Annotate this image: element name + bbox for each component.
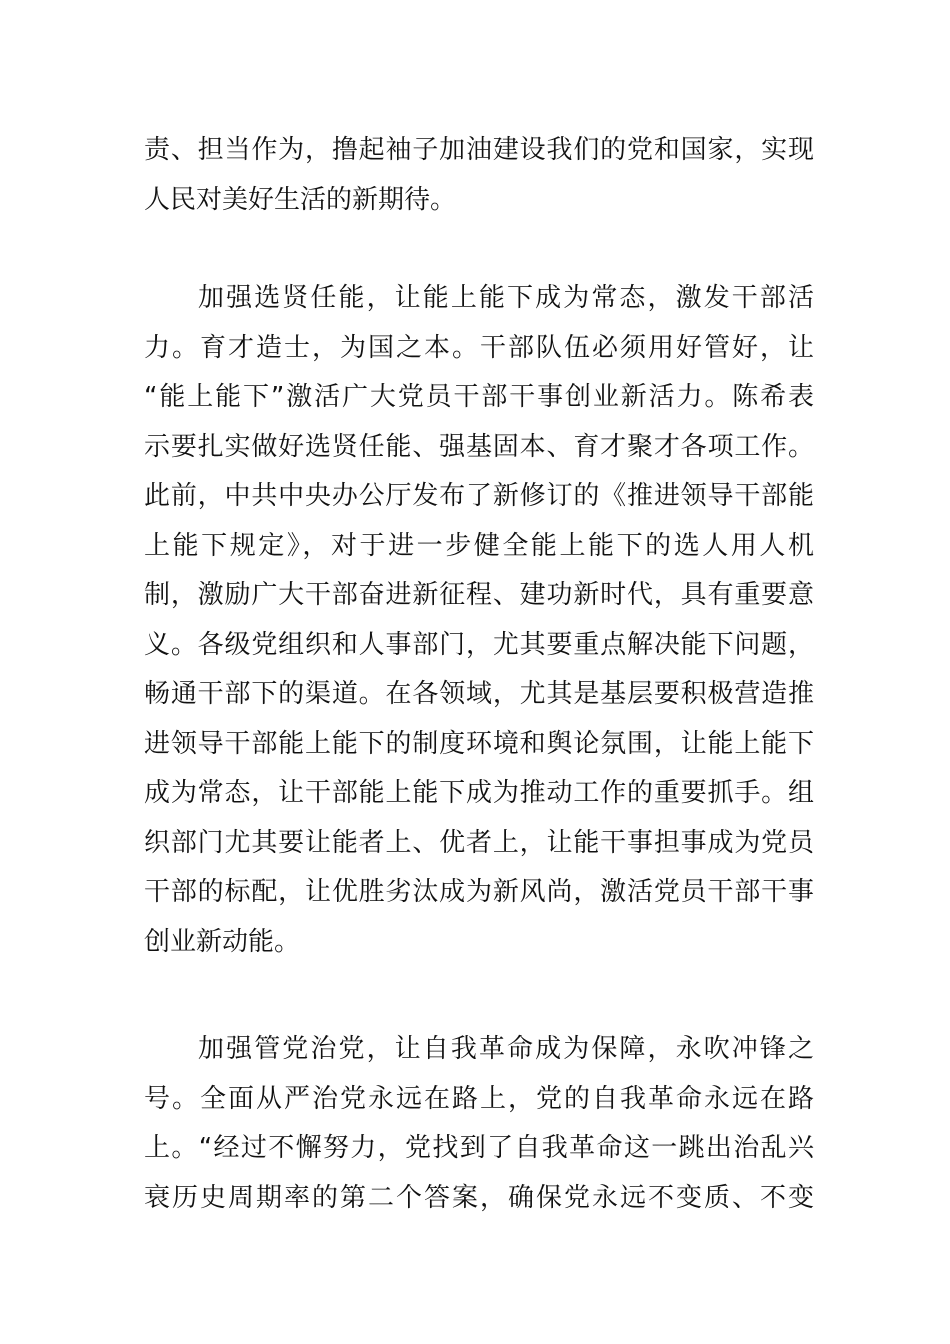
text-line: 人民对美好生活的新期待。 (144, 184, 457, 215)
text-line: 制，激励广大干部奋进新征程、建功新时代，具有重要意 (144, 580, 814, 610)
paragraph-continuation (144, 126, 814, 225)
text-line: 畅通干部下的渠道。在各领域，尤其是基层要积极营造推 (144, 679, 814, 709)
text-line: 此前，中共中央办公厅发布了新修订的《推进领导干部能 (144, 481, 814, 511)
text-line: 上。“经过不懈努力，党找到了自我革命这一跳出治乱兴 (144, 1133, 814, 1163)
text-line: 织部门尤其要让能者上、优者上，让能干事担事成为党员 (144, 827, 814, 858)
text-line: “能上能下”激活广大党员干部干事创业新活力。陈希表 (144, 382, 814, 412)
paragraph-cadre-selection (144, 274, 814, 967)
text-line: 干部的标配，让优胜劣汰成为新风尚，激活党员干部干事 (144, 877, 814, 907)
text-line: 上能下规定》，对于进一步健全能上能下的选人用人机 (144, 530, 814, 561)
text-line: 创业新动能。 (144, 926, 301, 957)
text-line: 进领导干部能上能下的制度环境和舆论氛围，让能上能下 (144, 728, 814, 759)
paragraph-party-governance (144, 1025, 814, 1223)
text-line: 加强管党治党，让自我革命成为保障，永吹冲锋之 (198, 1034, 814, 1064)
text-line: 责、担当作为，撸起袖子加油建设我们的党和国家，实现 (144, 135, 814, 165)
text-line: 号。全面从严治党永远在路上，党的自我革命永远在路 (144, 1083, 814, 1114)
text-line: 衰历史周期率的第二个答案，确保党永远不变质、不变 (144, 1182, 814, 1213)
text-line: 加强选贤任能，让能上能下成为常态，激发干部活 (198, 283, 814, 313)
text-line: 示要扎实做好选贤任能、强基固本、育才聚才各项工作。 (144, 431, 814, 462)
text-line: 成为常态，让干部能上能下成为推动工作的重要抓手。组 (144, 778, 814, 808)
text-line: 义。各级党组织和人事部门，尤其要重点解决能下问题， (144, 629, 814, 660)
text-line: 力。育才造士，为国之本。干部队伍必须用好管好，让 (144, 332, 814, 363)
